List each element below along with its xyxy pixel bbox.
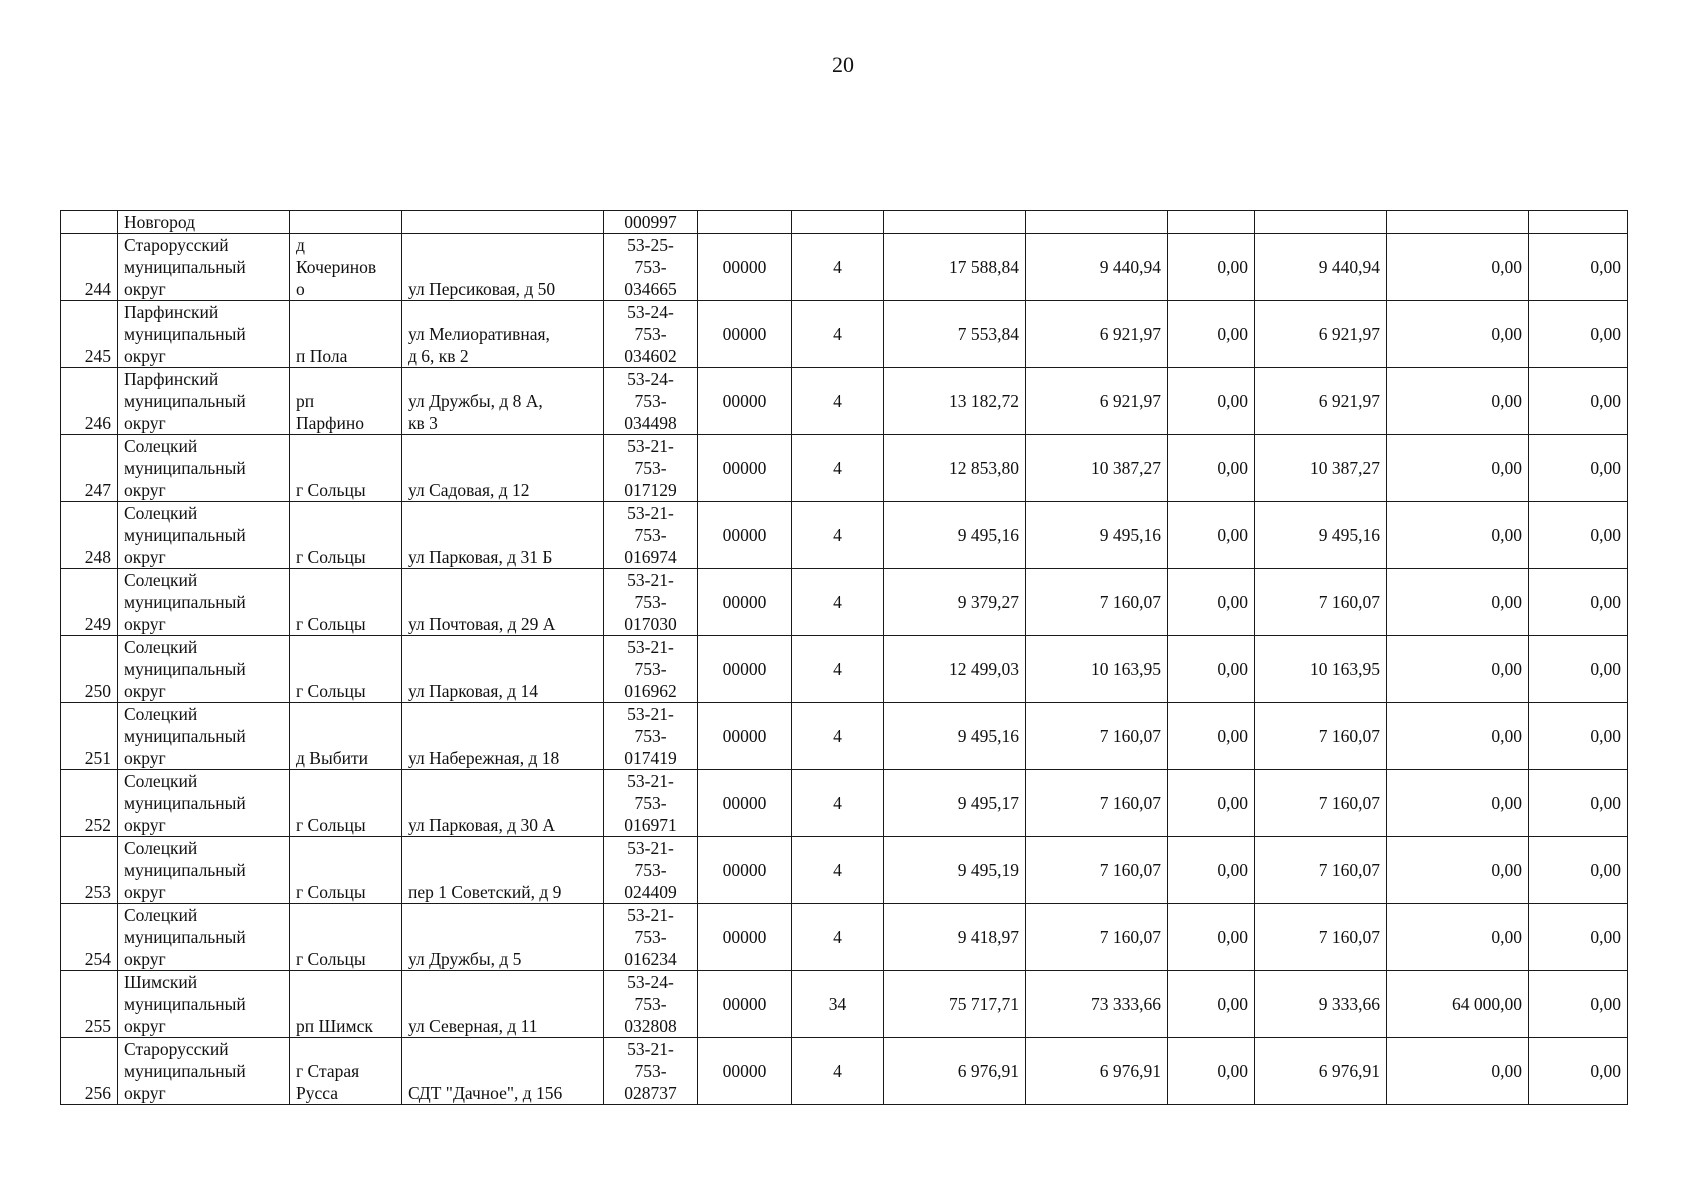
cell-street	[402, 211, 604, 234]
amount-1-cell: 9 440,94	[1026, 234, 1168, 301]
amount-2-cell: 0,00	[1168, 636, 1255, 703]
street-cell: ул Почтовая, д 29 А	[402, 569, 604, 636]
row-number: 250	[61, 636, 118, 703]
amount-3-cell: 7 160,07	[1255, 837, 1387, 904]
cadastral-cell: 53-25- 753- 034665	[604, 234, 698, 301]
amount-2-cell: 0,00	[1168, 234, 1255, 301]
street-cell: ул Садовая, д 12	[402, 435, 604, 502]
amount-1-cell: 7 160,07	[1026, 837, 1168, 904]
row-number: 244	[61, 234, 118, 301]
amount-1-cell: 9 495,16	[1026, 502, 1168, 569]
amount-4-cell: 0,00	[1387, 703, 1529, 770]
amount-3-cell: 7 160,07	[1255, 904, 1387, 971]
locality-cell: п Пола	[290, 301, 402, 368]
amount-3-cell: 6 921,97	[1255, 368, 1387, 435]
amount-1-cell: 6 976,91	[1026, 1038, 1168, 1105]
district-cell: Солецкий муниципальный округ	[118, 636, 290, 703]
district-cell: Парфинский муниципальный округ	[118, 368, 290, 435]
count-cell: 4	[792, 234, 884, 301]
amount-1-cell: 7 160,07	[1026, 703, 1168, 770]
amount-3-cell: 10 387,27	[1255, 435, 1387, 502]
district-cell: Солецкий муниципальный округ	[118, 904, 290, 971]
amount-4-cell: 0,00	[1387, 904, 1529, 971]
locality-cell: г Сольцы	[290, 569, 402, 636]
amount-4-cell: 0,00	[1387, 435, 1529, 502]
cell-v2	[1168, 211, 1255, 234]
cell-v3	[1255, 211, 1387, 234]
row-number: 254	[61, 904, 118, 971]
street-cell: ул Дружбы, д 8 А, кв 3	[402, 368, 604, 435]
row-number: 253	[61, 837, 118, 904]
amount-2-cell: 0,00	[1168, 301, 1255, 368]
amount-1-cell: 7 160,07	[1026, 904, 1168, 971]
count-cell: 4	[792, 1038, 884, 1105]
table-row	[61, 636, 1628, 703]
district-cell: Солецкий муниципальный округ	[118, 502, 290, 569]
amount-3-cell: 6 976,91	[1255, 1038, 1387, 1105]
cell-locality	[290, 211, 402, 234]
amount-2-cell: 0,00	[1168, 368, 1255, 435]
amount-2-cell: 0,00	[1168, 703, 1255, 770]
code-cell: 00000	[698, 703, 792, 770]
row-number: 255	[61, 971, 118, 1038]
amount-3-cell: 10 163,95	[1255, 636, 1387, 703]
locality-cell: рп Шимск	[290, 971, 402, 1038]
amount-2-cell: 0,00	[1168, 1038, 1255, 1105]
count-cell: 4	[792, 703, 884, 770]
locality-cell: г Сольцы	[290, 904, 402, 971]
table-row	[61, 435, 1628, 502]
amount-1-cell: 6 921,97	[1026, 368, 1168, 435]
amount-5-cell: 0,00	[1529, 368, 1628, 435]
row-number: 246	[61, 368, 118, 435]
amount-1-cell: 10 163,95	[1026, 636, 1168, 703]
cell-v1	[1026, 211, 1168, 234]
district-cell: Солецкий муниципальный округ	[118, 837, 290, 904]
amount-1-cell: 6 921,97	[1026, 301, 1168, 368]
cadastral-cell: 53-24- 753- 032808	[604, 971, 698, 1038]
amount-4-cell: 0,00	[1387, 1038, 1529, 1105]
locality-cell: д Выбити	[290, 703, 402, 770]
cell-code	[698, 211, 792, 234]
street-cell: СДТ "Дачное", д 156	[402, 1038, 604, 1105]
table-row	[61, 770, 1628, 837]
amount-3-cell: 9 440,94	[1255, 234, 1387, 301]
total-cell: 9 379,27	[884, 569, 1026, 636]
table-row	[61, 301, 1628, 368]
district-cell: Парфинский муниципальный округ	[118, 301, 290, 368]
cell-v5	[1529, 211, 1628, 234]
cadastral-cell: 53-24- 753- 034602	[604, 301, 698, 368]
table-row	[61, 1038, 1628, 1105]
district-cell: Солецкий муниципальный округ	[118, 435, 290, 502]
amount-5-cell: 0,00	[1529, 971, 1628, 1038]
cell-v4	[1387, 211, 1529, 234]
code-cell: 00000	[698, 234, 792, 301]
continuation-row	[61, 211, 1628, 234]
cadastral-cell: 53-21- 753- 028737	[604, 1038, 698, 1105]
count-cell: 34	[792, 971, 884, 1038]
cell-cadastral: 000997	[604, 211, 698, 234]
amount-3-cell: 7 160,07	[1255, 703, 1387, 770]
amount-5-cell: 0,00	[1529, 837, 1628, 904]
locality-cell: г Сольцы	[290, 435, 402, 502]
count-cell: 4	[792, 435, 884, 502]
code-cell: 00000	[698, 569, 792, 636]
amount-3-cell: 9 495,16	[1255, 502, 1387, 569]
street-cell: ул Парковая, д 31 Б	[402, 502, 604, 569]
cadastral-cell: 53-21- 753- 017419	[604, 703, 698, 770]
code-cell: 00000	[698, 636, 792, 703]
amount-2-cell: 0,00	[1168, 569, 1255, 636]
cadastral-cell: 53-24- 753- 034498	[604, 368, 698, 435]
cadastral-cell: 53-21- 753- 024409	[604, 837, 698, 904]
street-cell: ул Набережная, д 18	[402, 703, 604, 770]
street-cell: ул Мелиоративная, д 6, кв 2	[402, 301, 604, 368]
total-cell: 12 853,80	[884, 435, 1026, 502]
cell-district: Новгород	[118, 211, 290, 234]
amount-4-cell: 0,00	[1387, 636, 1529, 703]
amount-2-cell: 0,00	[1168, 904, 1255, 971]
district-cell: Солецкий муниципальный округ	[118, 703, 290, 770]
amount-5-cell: 0,00	[1529, 234, 1628, 301]
locality-cell: д Кочеринов о	[290, 234, 402, 301]
amount-5-cell: 0,00	[1529, 904, 1628, 971]
table-row	[61, 904, 1628, 971]
amount-4-cell: 0,00	[1387, 770, 1529, 837]
row-number: 247	[61, 435, 118, 502]
code-cell: 00000	[698, 904, 792, 971]
amount-5-cell: 0,00	[1529, 569, 1628, 636]
cadastral-cell: 53-21- 753- 016971	[604, 770, 698, 837]
amount-4-cell: 0,00	[1387, 301, 1529, 368]
data-table	[60, 210, 1628, 1105]
cadastral-cell: 53-21- 753- 017030	[604, 569, 698, 636]
table-row	[61, 837, 1628, 904]
amount-1-cell: 7 160,07	[1026, 770, 1168, 837]
count-cell: 4	[792, 569, 884, 636]
total-cell: 9 495,16	[884, 703, 1026, 770]
total-cell: 9 418,97	[884, 904, 1026, 971]
amount-3-cell: 9 333,66	[1255, 971, 1387, 1038]
code-cell: 00000	[698, 971, 792, 1038]
total-cell: 9 495,17	[884, 770, 1026, 837]
cadastral-cell: 53-21- 753- 016962	[604, 636, 698, 703]
district-cell: Старорусский муниципальный округ	[118, 1038, 290, 1105]
street-cell: ул Парковая, д 30 А	[402, 770, 604, 837]
total-cell: 9 495,16	[884, 502, 1026, 569]
amount-4-cell: 0,00	[1387, 569, 1529, 636]
total-cell: 6 976,91	[884, 1038, 1026, 1105]
district-cell: Шимский муниципальный округ	[118, 971, 290, 1038]
page-number: 20	[832, 52, 854, 77]
cadastral-cell: 53-21- 753- 016974	[604, 502, 698, 569]
street-cell: ул Северная, д 11	[402, 971, 604, 1038]
street-cell: ул Персиковая, д 50	[402, 234, 604, 301]
district-cell: Солецкий муниципальный округ	[118, 770, 290, 837]
amount-2-cell: 0,00	[1168, 971, 1255, 1038]
amount-4-cell: 64 000,00	[1387, 971, 1529, 1038]
count-cell: 4	[792, 904, 884, 971]
street-cell: пер 1 Советский, д 9	[402, 837, 604, 904]
district-cell: Старорусский муниципальный округ	[118, 234, 290, 301]
locality-cell: г Старая Русса	[290, 1038, 402, 1105]
amount-4-cell: 0,00	[1387, 837, 1529, 904]
amount-3-cell: 6 921,97	[1255, 301, 1387, 368]
count-cell: 4	[792, 368, 884, 435]
cadastral-cell: 53-21- 753- 017129	[604, 435, 698, 502]
amount-3-cell: 7 160,07	[1255, 770, 1387, 837]
locality-cell: рп Парфино	[290, 368, 402, 435]
amount-2-cell: 0,00	[1168, 502, 1255, 569]
amount-1-cell: 7 160,07	[1026, 569, 1168, 636]
count-cell: 4	[792, 837, 884, 904]
row-number: 248	[61, 502, 118, 569]
total-cell: 9 495,19	[884, 837, 1026, 904]
row-number: 249	[61, 569, 118, 636]
amount-1-cell: 10 387,27	[1026, 435, 1168, 502]
count-cell: 4	[792, 636, 884, 703]
cadastral-cell: 53-21- 753- 016234	[604, 904, 698, 971]
locality-cell: г Сольцы	[290, 502, 402, 569]
total-cell: 12 499,03	[884, 636, 1026, 703]
amount-5-cell: 0,00	[1529, 301, 1628, 368]
code-cell: 00000	[698, 770, 792, 837]
amount-5-cell: 0,00	[1529, 770, 1628, 837]
table-row	[61, 234, 1628, 301]
amount-2-cell: 0,00	[1168, 837, 1255, 904]
locality-cell: г Сольцы	[290, 636, 402, 703]
amount-5-cell: 0,00	[1529, 502, 1628, 569]
cell-count	[792, 211, 884, 234]
amount-5-cell: 0,00	[1529, 636, 1628, 703]
table-row	[61, 502, 1628, 569]
amount-2-cell: 0,00	[1168, 770, 1255, 837]
amount-5-cell: 0,00	[1529, 435, 1628, 502]
amount-3-cell: 7 160,07	[1255, 569, 1387, 636]
district-cell: Солецкий муниципальный округ	[118, 569, 290, 636]
street-cell: ул Дружбы, д 5	[402, 904, 604, 971]
total-cell: 75 717,71	[884, 971, 1026, 1038]
locality-cell: г Сольцы	[290, 770, 402, 837]
cell-total	[884, 211, 1026, 234]
amount-4-cell: 0,00	[1387, 234, 1529, 301]
code-cell: 00000	[698, 301, 792, 368]
total-cell: 17 588,84	[884, 234, 1026, 301]
count-cell: 4	[792, 301, 884, 368]
code-cell: 00000	[698, 837, 792, 904]
table-row	[61, 971, 1628, 1038]
amount-5-cell: 0,00	[1529, 1038, 1628, 1105]
count-cell: 4	[792, 770, 884, 837]
row-number: 252	[61, 770, 118, 837]
code-cell: 00000	[698, 502, 792, 569]
amount-4-cell: 0,00	[1387, 368, 1529, 435]
code-cell: 00000	[698, 1038, 792, 1105]
table-row	[61, 703, 1628, 770]
locality-cell: г Сольцы	[290, 837, 402, 904]
table-row	[61, 569, 1628, 636]
total-cell: 13 182,72	[884, 368, 1026, 435]
amount-1-cell: 73 333,66	[1026, 971, 1168, 1038]
cell-num	[61, 211, 118, 234]
street-cell: ул Парковая, д 14	[402, 636, 604, 703]
table-row	[61, 368, 1628, 435]
row-number: 245	[61, 301, 118, 368]
code-cell: 00000	[698, 435, 792, 502]
total-cell: 7 553,84	[884, 301, 1026, 368]
row-number: 251	[61, 703, 118, 770]
amount-2-cell: 0,00	[1168, 435, 1255, 502]
amount-4-cell: 0,00	[1387, 502, 1529, 569]
row-number: 256	[61, 1038, 118, 1105]
amount-5-cell: 0,00	[1529, 703, 1628, 770]
count-cell: 4	[792, 502, 884, 569]
code-cell: 00000	[698, 368, 792, 435]
